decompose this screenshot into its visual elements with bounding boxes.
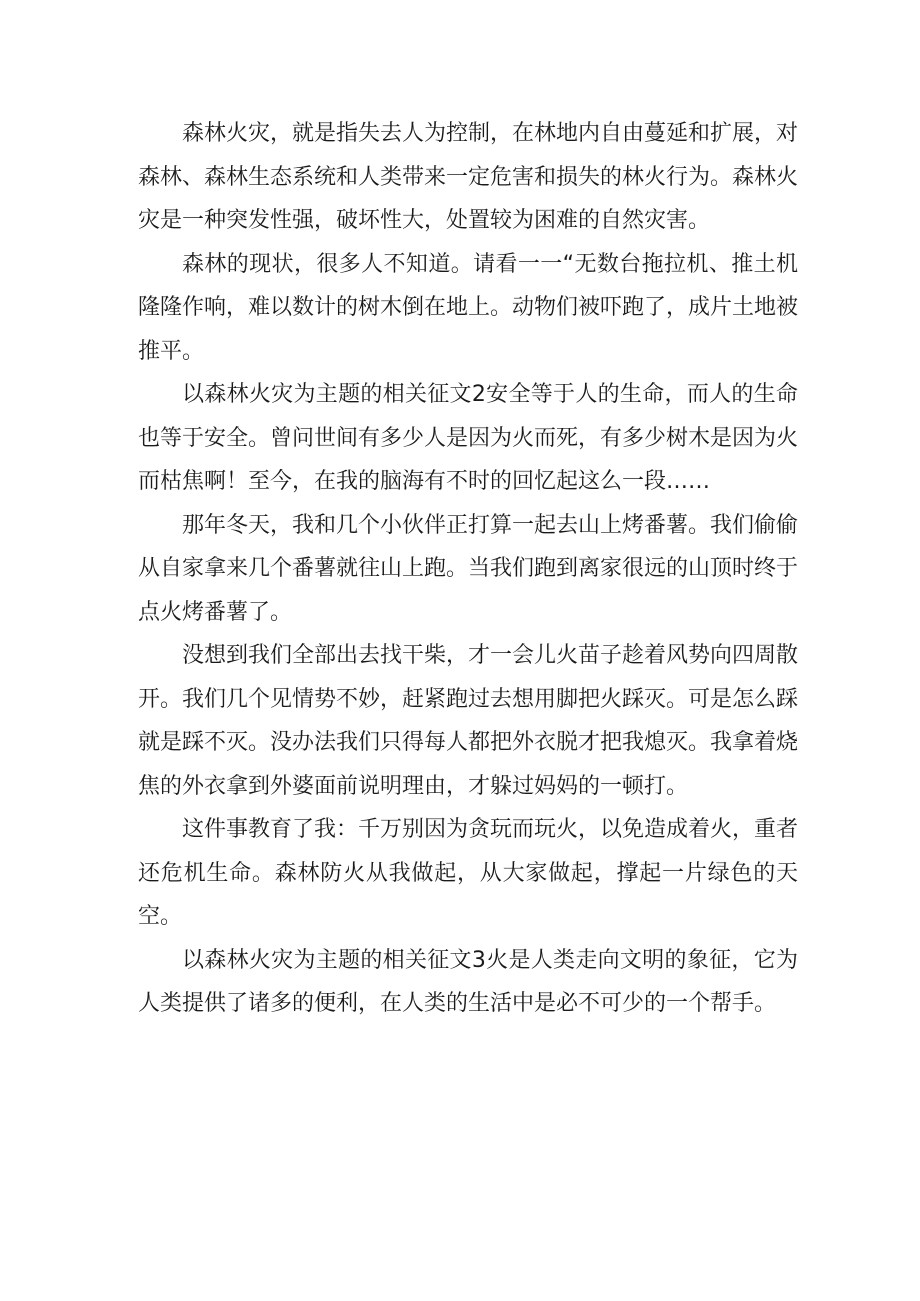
paragraph-6: 这件事教育了我：千万别因为贪玩而玩火，以免造成着火，重者还危机生命。森林防火从我做起，从大家做起，撑起一片绿色的天空。 bbox=[138, 817, 799, 929]
paragraph-1: 森林火灾，就是指失去人为控制，在林地内自由蔓延和扩展，对森林、森林生态系统和人类带来一定危害和损失的林火行为。森林火灾是一种突发性强，破坏性大，处置较为困难的自然灾害。 bbox=[138, 121, 799, 233]
paragraph-3: 以森林火灾为主题的相关征文2安全等于人的生命，而人的生命也等于安全。曾问世间有多少人是因为火而死，有多少树木是因为火而枯焦啊！至今，在我的脑海有不时的回忆起这么一段…… bbox=[138, 382, 799, 494]
paragraph-7: 以森林火灾为主题的相关征文3火是人类走向文明的象征，它为人类提供了诸多的便利，在人类的生活中是必不可少的一个帮手。 bbox=[138, 947, 798, 1016]
document-body bbox=[138, 112, 798, 1026]
paragraph-2: 森林的现状，很多人不知道。请看一一“无数台拖拉机、推土机隆隆作响，难以数计的树木倒在地上。动物们被吓跑了，成片土地被推平。 bbox=[138, 251, 799, 364]
paragraph-5: 没想到我们全部出去找干柴，才一会儿火苗子趁着风势向四周散开。我们几个见情势不妙，赶紧跑过去想用脚把火踩灭。可是怎么踩就是踩不灭。没办法我们只得每人都把外衣脱才把我熄灭。我拿着烧焦的外衣拿到外婆面前说明理由，才躲过妈妈的一顿打。 bbox=[138, 643, 799, 799]
paragraph-4: 那年冬天，我和几个小伙伴正打算一起去山上烤番薯。我们偷偷从自家拿来几个番薯就往山上跑。当我们跑到离家很远的山顶时终于点火烤番薯了。 bbox=[138, 512, 799, 625]
